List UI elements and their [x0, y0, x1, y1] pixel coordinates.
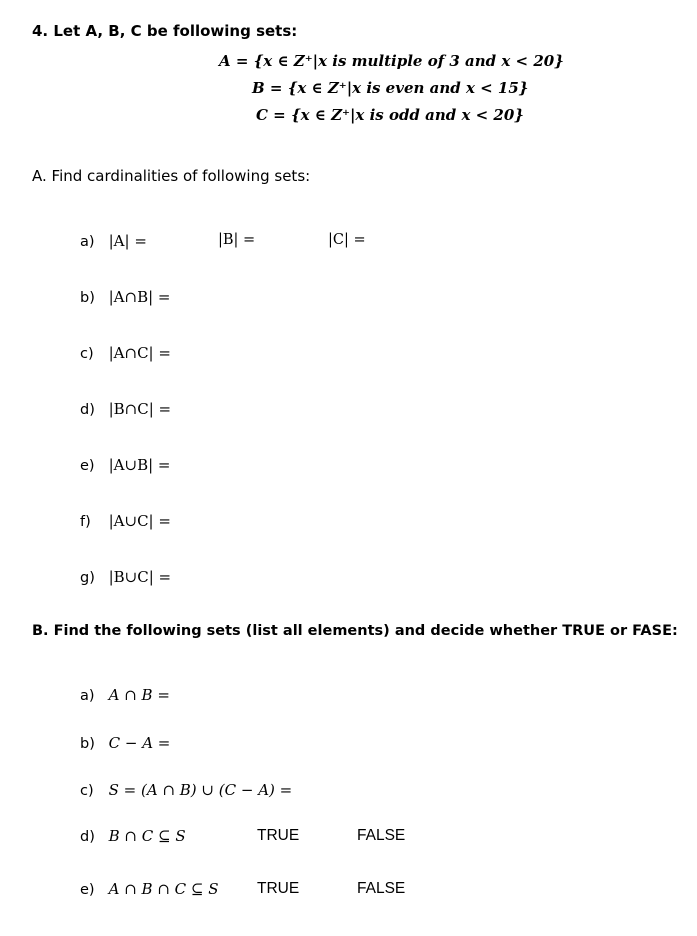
- part-a-item-e: [80, 456, 170, 474]
- part-a-item-d: [80, 400, 171, 418]
- cardinality-b: |B| =: [218, 232, 256, 248]
- item-expression: |A∪C| =: [108, 512, 171, 530]
- part-b-item-e: [80, 880, 219, 898]
- item-expression: |B∩C| =: [108, 400, 172, 418]
- item-d-false-option: FALSE: [357, 827, 406, 844]
- item-expression: S = (A ∩ B) ∪ (C − A) =: [108, 781, 293, 799]
- item-label: f): [80, 514, 91, 530]
- item-label: g): [80, 570, 95, 586]
- part-b-item-c: [80, 781, 292, 799]
- set-c-definition: C = {x ∈ Z⁺|x is odd and x < 20}: [256, 106, 524, 124]
- item-expression: A ∩ B ∩ C ⊆ S: [108, 880, 219, 898]
- item-expression: |A∪B| =: [108, 456, 171, 474]
- item-e-true-option: TRUE: [257, 880, 300, 897]
- item-label: d): [80, 402, 95, 418]
- item-label: b): [80, 290, 95, 306]
- item-label: a): [80, 234, 95, 250]
- set-a-definition: A = {x ∈ Z⁺|x is multiple of 3 and x < 20}: [219, 52, 564, 70]
- part-a-item-g: [80, 568, 171, 586]
- item-label: e): [80, 458, 95, 474]
- part-b-item-d: [80, 827, 186, 845]
- part-a-heading: A. Find cardinalities of following sets:: [32, 167, 311, 185]
- part-a-item-a: [80, 232, 147, 250]
- part-a-item-b: [80, 288, 170, 306]
- item-d-true-option: TRUE: [257, 827, 300, 844]
- item-expression: C − A =: [108, 734, 171, 752]
- part-b-heading: B. Find the following sets (list all elements) and decide whether TRUE or FASE:: [32, 623, 678, 639]
- item-e-false-option: FALSE: [357, 880, 406, 897]
- item-expression: B ∩ C ⊆ S: [108, 827, 186, 845]
- item-expression: |B∪C| =: [108, 568, 172, 586]
- cardinality-a: |A| =: [108, 232, 147, 250]
- item-label: c): [80, 783, 94, 799]
- item-expression: |A∩C| =: [108, 344, 171, 362]
- item-expression: A ∩ B =: [108, 686, 170, 704]
- question-title: 4. Let A, B, C be following sets:: [32, 22, 298, 40]
- part-b-item-b: [80, 734, 170, 752]
- part-a-item-c: [80, 344, 171, 362]
- item-label: e): [80, 882, 95, 898]
- part-b-item-a: [80, 686, 170, 704]
- part-a-item-f: [80, 512, 171, 530]
- item-label: a): [80, 688, 95, 704]
- set-b-definition: B = {x ∈ Z⁺|x is even and x < 15}: [252, 79, 529, 97]
- item-label: c): [80, 346, 94, 362]
- item-label: b): [80, 736, 95, 752]
- item-label: d): [80, 829, 95, 845]
- cardinality-c: |C| =: [328, 232, 366, 248]
- item-expression: |A∩B| =: [108, 288, 171, 306]
